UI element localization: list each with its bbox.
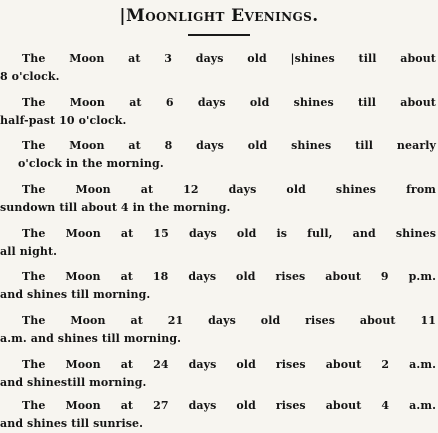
paragraph-line: 8 o'clock.	[0, 70, 60, 83]
paragraph-line: and shines till morning.	[0, 288, 151, 301]
moon-paragraph-12-days	[0, 181, 438, 217]
paragraph-line: The Moon at 21 days old rises about 11	[22, 314, 436, 327]
paragraph-line: all night.	[0, 245, 58, 258]
moon-paragraph-18-days	[0, 268, 438, 304]
paragraph-line: o'clock in the morning.	[18, 157, 164, 170]
paragraph-line: The Moon at 3 days old |shines till about	[22, 52, 436, 65]
moon-paragraph-24-days	[0, 356, 438, 392]
paragraph-line: The Moon at 24 days old rises about 2 a.m.	[22, 358, 436, 371]
paragraph-line: The Moon at 15 days old is full, and shines	[22, 227, 436, 240]
moon-paragraph-6-days	[0, 94, 438, 130]
paragraph-line: and shines till sunrise.	[0, 417, 144, 430]
article-heading: |Moonlight Evenings.	[119, 6, 319, 26]
paragraph-line: The Moon at 8 days old shines till nearly	[22, 139, 436, 152]
moon-paragraph-21-days	[0, 312, 438, 348]
paragraph-line: sundown till about 4 in the morning.	[0, 201, 231, 214]
paragraph-line: The Moon at 6 days old shines till about	[22, 96, 436, 109]
moon-paragraph-8-days	[0, 137, 438, 173]
heading-rule	[188, 34, 250, 36]
paragraph-line: half-past 10 o'clock.	[0, 114, 127, 127]
moon-paragraph-15-days	[0, 225, 438, 261]
paragraph-line: The Moon at 18 days old rises about 9 p.m.	[22, 270, 436, 283]
moon-paragraph-27-days	[0, 397, 438, 433]
paragraph-line: The Moon at 27 days old rises about 4 a.m.	[22, 399, 436, 412]
moon-paragraph-3-days	[0, 50, 438, 86]
paragraph-line: The Moon at 12 days old shines from	[22, 183, 436, 196]
paragraph-line: and shinestill morning.	[0, 376, 147, 389]
paragraph-line: a.m. and shines till morning.	[0, 332, 182, 345]
